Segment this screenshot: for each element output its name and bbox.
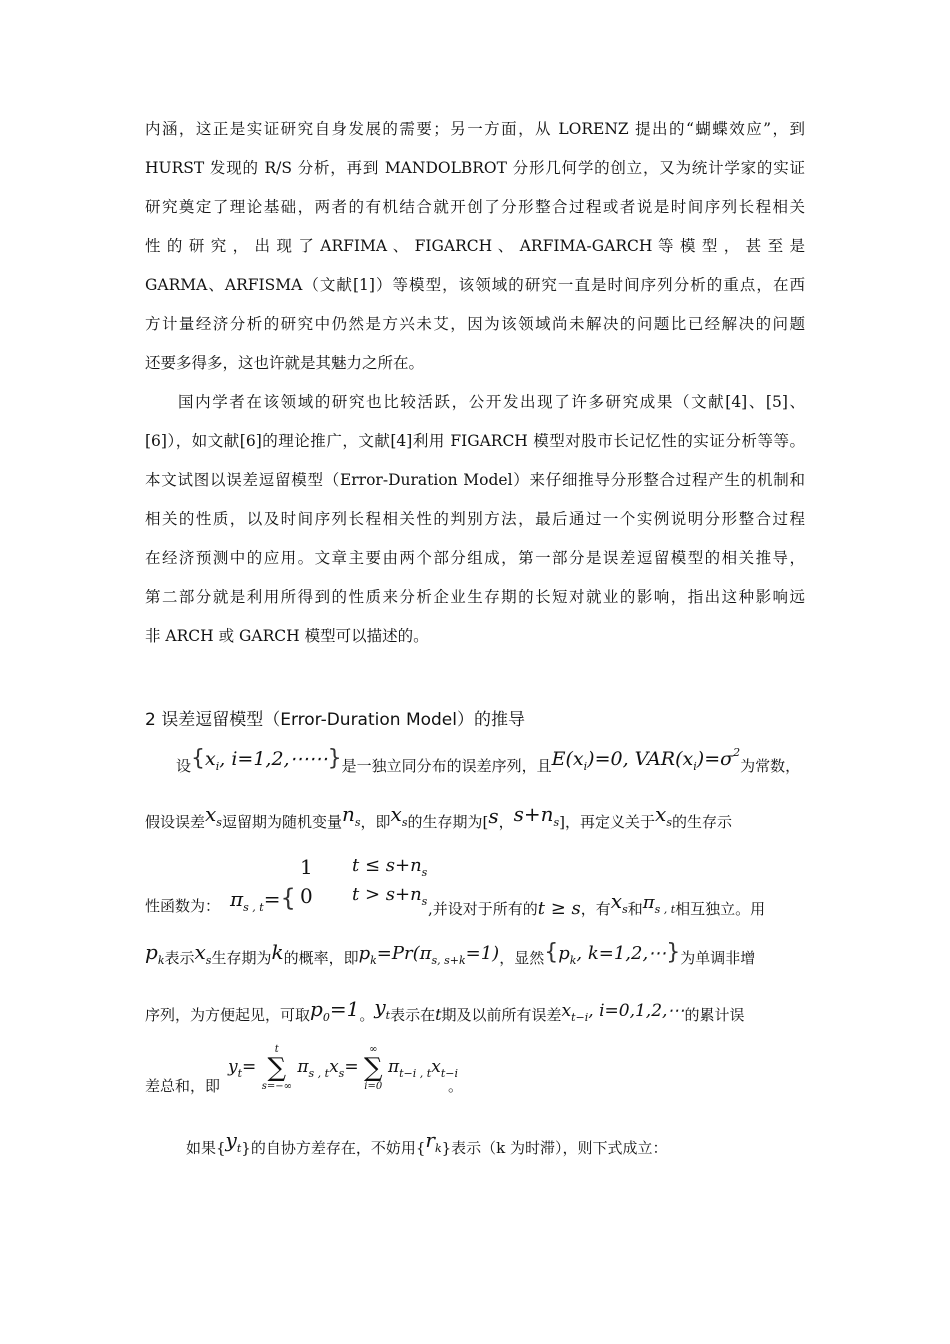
text-run: 的生存示 (671, 813, 732, 831)
sum-one (262, 1044, 292, 1092)
text-run: ,并设对于所有的 (428, 900, 538, 918)
piecewise-value-one: 1 (300, 855, 313, 879)
piecewise-condition-zero: $t > s+n_s$ (352, 884, 428, 908)
text-run: 为常数， (740, 757, 801, 775)
formula-x-set: {$x_i$, i=1,2,⋯⋯} (191, 746, 342, 773)
formula-xs: $x_s$ (610, 889, 628, 916)
text-run: 设 (176, 757, 192, 775)
text-run: }表示（k 为时滞），则下式成立： (441, 1139, 668, 1157)
intro-line-2: HURST 发现的 R/S 分析，再到 MANDOLBROT 分形几何学的创立，又为统计学家的实证 (145, 159, 805, 177)
sum-lower: i=0 (364, 1081, 383, 1092)
text-run: 相互独立。用 (675, 900, 766, 918)
text-run: 差总和，即 (145, 1077, 221, 1095)
intro-line-5: GARMA、ARFISMA（文献[1]）等模型，该领域的研究一直是时间序列分析的重点，在西 (145, 276, 805, 294)
sigma-symbol: ∑ (267, 1053, 287, 1083)
section-heading: 2 误差逗留模型（Error-Duration Model）的推导 (145, 710, 525, 730)
intro-line-6: 方计量经济分析的研究中仍然是方兴未艾，因为该领域尚未解决的问题比已经解决的问题 (145, 315, 805, 333)
text-run: 表示在 (390, 1006, 436, 1024)
text-run: 性函数为： (145, 897, 221, 915)
domestic-line-2: [6]），如文献[6]的理论推广，文献[4]利用 FIGARCH 模型对股市长记忆性的实证分析等等。 (145, 432, 805, 450)
text-run: 逗留期为随机变量 (221, 813, 342, 831)
text-run: 假设误差 (145, 813, 206, 831)
formula-xs: $x_s$ (655, 802, 672, 829)
text-run: 的概率，即 (283, 949, 359, 967)
text-run: 是一独立同分布的误差序列，且 (341, 757, 552, 775)
formula-pi-st-small: $\pi_{s , t}$ (642, 892, 676, 916)
text-run: 的累计误 (684, 1006, 745, 1024)
formula-s: s (488, 804, 499, 828)
text-run: 序列，为方便起见，可取 (145, 1006, 311, 1024)
formula-p0: $p_0=1$ (310, 997, 360, 1024)
intro-line-7: 还要多得多，这也许就是其魅力之所在。 (145, 354, 425, 372)
formula-t: t (435, 1005, 442, 1024)
text-run: 如果{ (186, 1139, 226, 1157)
formula-xs: $x_s$ (194, 940, 212, 967)
domestic-line-6: 第二部分就是利用所得到的性质来分析企业生存期的长短对就业的影响，指出这种影响远 (145, 588, 805, 606)
derivation-line-2 (145, 802, 732, 835)
sigma-symbol: ∑ (363, 1053, 383, 1083)
derivation-line-3b (428, 889, 766, 922)
sum-upper: ∞ (369, 1044, 378, 1055)
intro-line-4: 性 的 研 究 ， 出 现 了 ARFIMA 、 FIGARCH 、 ARFIMA-GARCH 等 模 型 ， 甚 至 是 (145, 237, 805, 255)
text-run: ，有 (580, 900, 611, 918)
text-run: 生存期为 (211, 949, 272, 967)
formula-pk-set: {$p_k$, k=1,2,⋯} (544, 940, 681, 967)
text-run: ，显然 (499, 949, 545, 967)
derivation-line-7 (186, 1128, 668, 1161)
formula-expectation: $E(x_i)=0$, $VAR(x_i)=\sigma^2$ (551, 746, 741, 773)
formula-ns: $n_s$ (341, 802, 361, 829)
domestic-line-1: 国内学者在该领域的研究也比较活跃，公开发出现了许多研究成果（文献[4]、[5]、 (178, 393, 805, 411)
formula-yt: $y_t$ (374, 995, 391, 1022)
text-run: 。 (359, 1006, 375, 1024)
formula-x-ti: $x_{t-i}$, i=0,1,2,⋯ (561, 1001, 685, 1024)
formula-pi-st: $\pi_{s , t}=${ (230, 884, 296, 914)
domestic-line-3: 本文试图以误差逗留模型（Error-Duration Model）来仔细推导分形整合过程产生的机制和 (145, 471, 805, 489)
formula-sum (228, 1044, 458, 1092)
text-run: 期及以前所有误差 (441, 1006, 562, 1024)
derivation-line-3 (145, 895, 220, 916)
domestic-line-7: 非 ARCH 或 GARCH 模型可以描述的。 (145, 627, 429, 645)
derivation-line-5 (145, 995, 745, 1028)
derivation-line-6b (448, 1075, 463, 1096)
sum-upper: t (274, 1044, 279, 1055)
text-run: ，即 (360, 813, 391, 831)
formula-pk-prob: $p_k=Pr(\pi_{s, s+k}=1)$ (358, 943, 500, 967)
text-run: 和 (627, 900, 643, 918)
sum-lower: s=−∞ (261, 1081, 292, 1092)
text-run: }的自协方差存在，不妨用{ (241, 1139, 426, 1157)
derivation-line-4 (145, 940, 756, 971)
formula-s-plus-ns: $s+n_s$ (513, 802, 560, 829)
sum-two (364, 1044, 383, 1092)
text-run: ]，再定义关于 (559, 813, 656, 831)
formula-rk: $r_k$ (425, 1128, 442, 1155)
sum-term-one: $\pi_{s , t}x_s=$ (297, 1056, 359, 1080)
derivation-line-6 (145, 1075, 220, 1096)
domestic-line-4: 相关的性质，以及时间序列长程相关性的判别方法，最后通过一个实例说明分形整合过程 (145, 510, 805, 528)
domestic-line-5: 在经济预测中的应用。文章主要由两个部分组成，第一部分是误差逗留模型的相关推导， (145, 549, 805, 567)
piecewise-condition-one: $t \le s+n_s$ (352, 855, 428, 879)
var-yt: $y_t=$ (228, 1056, 257, 1080)
text-run: 。 (448, 1077, 464, 1095)
text-run: 为单调非增 (680, 949, 756, 967)
formula-k: k (271, 940, 284, 964)
sum-term-two: $\pi_{t-i , t}x_{t-i}$ (387, 1056, 458, 1080)
intro-line-3: 研究奠定了理论基础，两者的有机结合就开创了分形整合过程或者说是时间序列长程相关 (145, 198, 805, 216)
text-run: 的生存期为[ (407, 813, 489, 831)
text-run: ， (498, 813, 514, 831)
piecewise-value-zero: 0 (300, 884, 313, 908)
formula-yt: $y_t$ (225, 1128, 242, 1155)
formula-xs: $x_s$ (205, 802, 222, 829)
text-run: 表示 (164, 949, 195, 967)
derivation-line-1 (176, 746, 801, 779)
formula-pk: $p_k$ (145, 940, 165, 967)
formula-t-geq-s: t ≥ s (537, 898, 581, 919)
formula-xs: $x_s$ (390, 802, 408, 829)
intro-line-1: 内涵，这正是实证研究自身发展的需要；另一方面，从 LORENZ 提出的“蝴蝶效应”，到 (145, 120, 805, 138)
